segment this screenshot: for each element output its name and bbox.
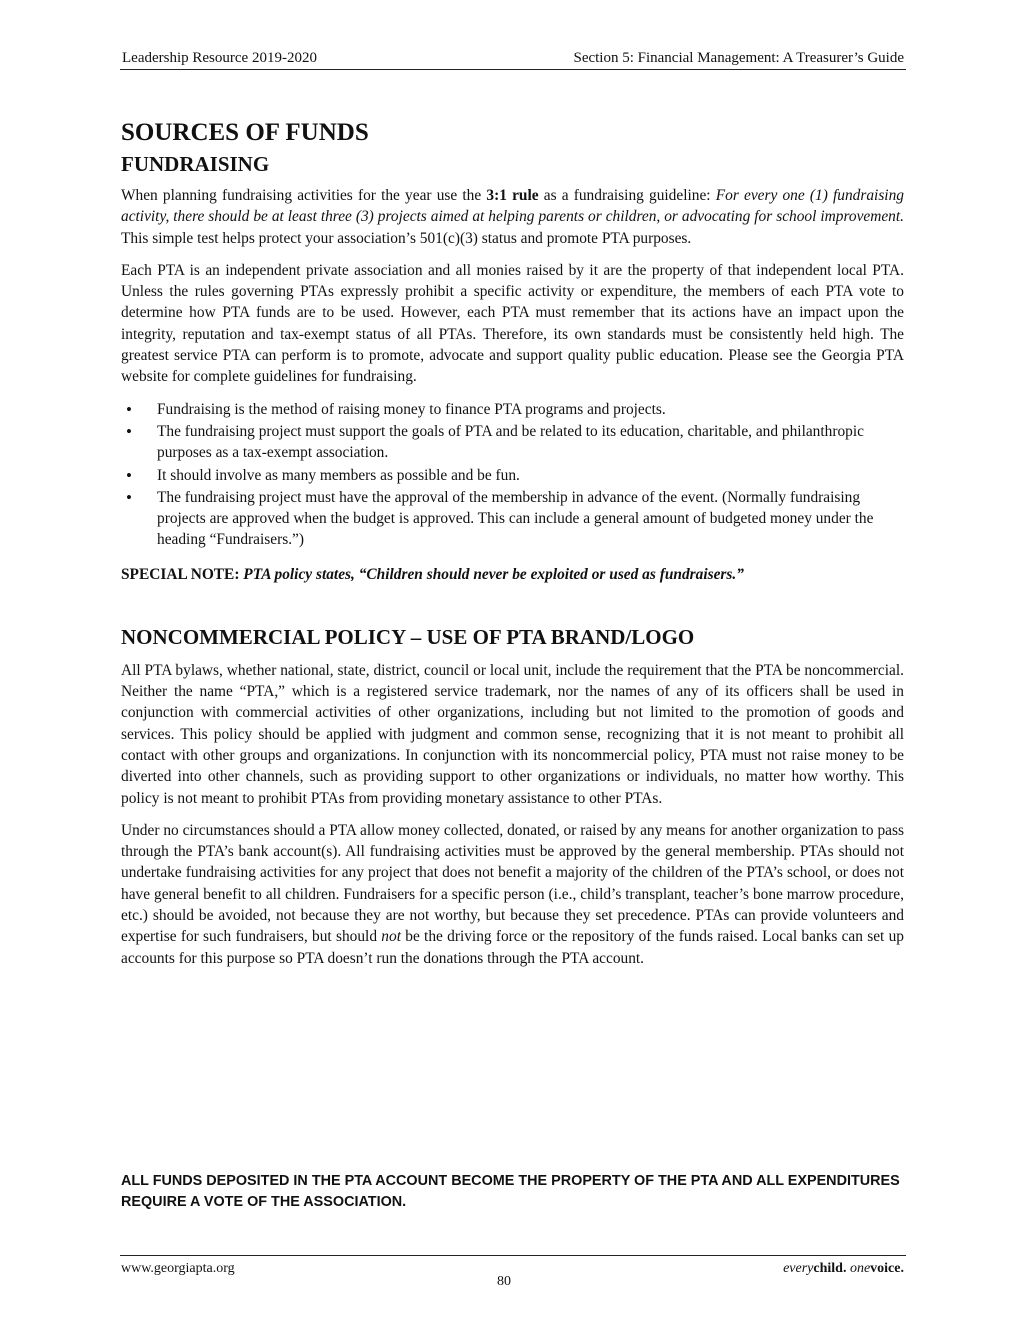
tagline-child: child. bbox=[813, 1261, 847, 1276]
section-heading: NONCOMMERCIAL POLICY – USE OF PTA BRAND/LOGO bbox=[121, 624, 695, 649]
rule-bold: 3:1 rule bbox=[486, 187, 539, 204]
list-item: • The fundraising project must have the approval of the membership in advance of the event. (Normally fundraising projects are approved when the budget is approved. This can include a general amount of budgeted money under the heading “Fundraisers.”) bbox=[121, 487, 904, 551]
tagline-voice: voice. bbox=[870, 1261, 904, 1276]
para1-text-b: as a fundraising guideline: bbox=[538, 187, 716, 204]
paragraph-noncommercial: All PTA bylaws, whether national, state, district, council or local unit, include the requirement that the PTA be noncommercial. Neither the name “PTA,” which is a registered service trademark, nor the names of any of its officers shall be used in conjunction with commercial activities of other organizations, including but not limited to the promotion of goods and services. This policy should be applied with judgment and common sense, recognizing that it is not meant to prohibit all contact with other groups and organizations. In conjunction with its noncommercial policy, PTA must not raise money to be diverted into other channels, such as providing support to other organizations or individuals, no matter how worthy. This policy is not meant to prohibit PTAs from providing monetary assistance to other PTAs. bbox=[121, 661, 904, 807]
footer-divider bbox=[120, 1255, 906, 1256]
list-item: • It should involve as many members as possible and be fun. bbox=[121, 465, 904, 486]
para4-text-b: be the driving force or the repository of the funds raised. Local banks can set up accounts for this purpose so PTA doesn’t run the donations through the PTA account. bbox=[121, 928, 904, 967]
para4-text-a: Under no circumstances should a PTA allow money collected, donated, or raised by any means for another organization to pass through the PTA’s bank account(s). All fundraising activities must be approved by the general membership. PTAs should not undertake fundraising activities for any project that does not benefit a majority of the children of the PTA’s school, or does not have general benefit to all children. Fundraisers for a specific person (i.e., child’s transplant, teacher’s bone marrow procedure, etc.) should be avoided, not because they are not worthy, but because they set precedence. PTAs can provide volunteers and expertise for such fundraisers, but should bbox=[121, 821, 904, 946]
page-header bbox=[120, 49, 906, 70]
section-subtitle: FUNDRAISING bbox=[121, 152, 270, 176]
special-note-label: SPECIAL NOTE: bbox=[121, 565, 240, 583]
paragraph-circumstances bbox=[121, 820, 904, 969]
paragraph-rule bbox=[121, 185, 904, 249]
footer-tagline bbox=[783, 1261, 904, 1277]
main-content bbox=[121, 117, 904, 980]
para4-italic: not bbox=[381, 928, 401, 946]
header-left: Leadership Resource 2019-2020 bbox=[122, 50, 317, 66]
para1-text-c: This simple test helps protect your association’s 501(c)(3) status and promote PTA purposes. bbox=[121, 229, 692, 247]
list-item: • Fundraising is the method of raising money to finance PTA programs and projects. bbox=[121, 399, 904, 420]
final-note: ALL FUNDS DEPOSITED IN THE PTA ACCOUNT BECOME THE PROPERTY OF THE PTA AND ALL EXPENDITURES REQUIRE A VOTE OF THE ASSOCIATION. bbox=[121, 1173, 900, 1210]
para1-text-a: When planning fundraising activities for the year use the bbox=[121, 187, 487, 204]
tagline-one: one bbox=[849, 1261, 871, 1276]
special-note-text: PTA policy states, “Children should never be exploited or used as fundraisers.” bbox=[239, 565, 744, 583]
page-title: SOURCES OF FUNDS bbox=[121, 119, 369, 146]
footer-website: www.georgiapta.org bbox=[121, 1261, 235, 1276]
paragraph-independence: Each PTA is an independent private association and all monies raised by it are the property of that independent local PTA. Unless the rules governing PTAs expressly prohibit a specific activity or expenditure, the members of each PTA vote to determine how PTA funds are to be used. However, each PTA must remember that its actions have an impact upon the integrity, reputation and tax-exempt status of all PTAs. Therefore, its own standards must be consistently held high. The greatest service PTA can perform is to promote, advocate and support quality public education. Please see the Georgia PTA website for complete guidelines for fundraising. bbox=[121, 261, 904, 386]
rule-italic: For every one (1) fundraising activity, there should be at least three (3) projects aimed at helping parents or children, or advocating for school improvement. bbox=[121, 187, 904, 226]
tagline-every: every bbox=[783, 1261, 814, 1276]
header-right: Section 5: Financial Management: A Treasurer’s Guide bbox=[573, 50, 904, 66]
special-note bbox=[121, 566, 904, 584]
bullet-list bbox=[121, 399, 904, 551]
list-item: • The fundraising project must support the goals of PTA and be related to its education, charitable, and philanthropic purposes as a tax-exempt association. bbox=[121, 421, 904, 464]
page-number: 80 bbox=[497, 1274, 511, 1289]
